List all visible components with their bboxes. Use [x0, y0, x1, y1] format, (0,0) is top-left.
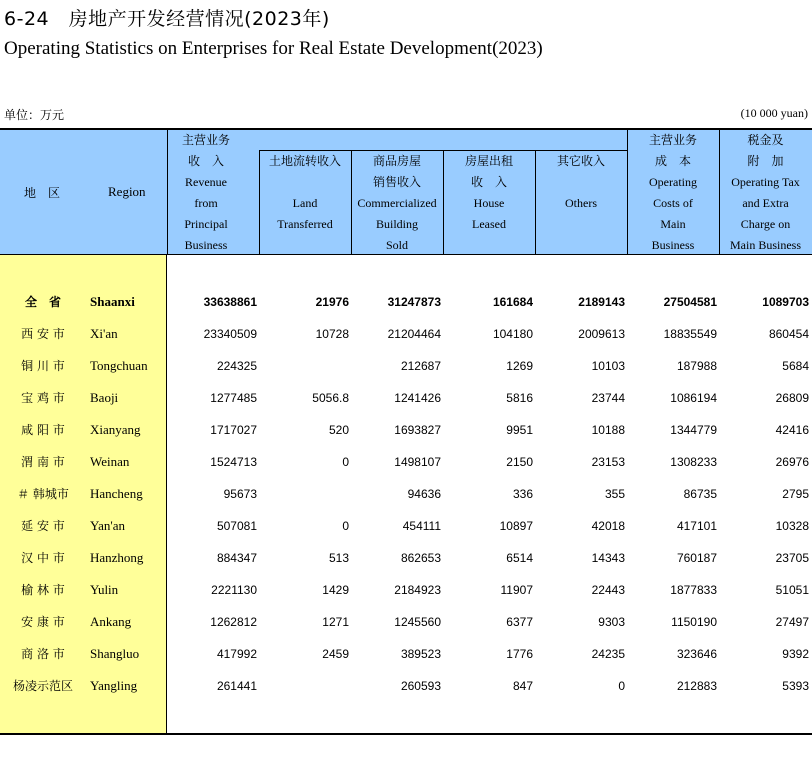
- header-divider: [259, 150, 260, 255]
- cell-costs: 1308233: [670, 455, 717, 469]
- page-title-english: Operating Statistics on Enterprises for Real Estate Development(2023): [4, 38, 543, 59]
- region-cn: 商 洛 市: [21, 647, 65, 661]
- region-en: Yangling: [90, 678, 138, 693]
- table-row: [0, 484, 812, 504]
- page-title-chinese: 6-24 房地产开发经营情况(2023年): [4, 8, 330, 30]
- header-subgroup-rule: [259, 150, 627, 151]
- cell-costs: 187988: [676, 359, 717, 373]
- cell-others: 23153: [591, 455, 625, 469]
- cell-house: 336: [512, 487, 533, 501]
- cell-tax: 42416: [775, 423, 809, 437]
- cell-land: 0: [342, 455, 349, 469]
- header-costs-line1: 主营业务: [648, 133, 697, 147]
- cell-costs: 1150190: [671, 615, 717, 629]
- header-commercial-line1: 商品房屋: [372, 154, 421, 168]
- header-revenue-line3: Revenue: [185, 175, 227, 189]
- unit-label-chinese: 单位：万元: [4, 108, 65, 122]
- region-cn: 延 安 市: [21, 519, 65, 533]
- cell-others: 14343: [591, 551, 625, 565]
- table-row: [0, 548, 812, 568]
- header-others-line1: 其它收入: [556, 154, 605, 168]
- cell-costs: 212883: [676, 679, 717, 693]
- region-cn: 榆 林 市: [21, 583, 65, 597]
- cell-commercial: 21204464: [387, 327, 441, 341]
- header-revenue-line5: Principal: [184, 217, 228, 231]
- cell-land: 21976: [315, 295, 349, 309]
- table-row-total: [0, 292, 812, 312]
- header-commercial-line2: 销售收入: [372, 175, 421, 189]
- region-cn: 杨凌示范区: [12, 679, 73, 693]
- header-divider: [443, 150, 444, 255]
- table-row: [0, 452, 812, 472]
- cell-costs: 86735: [683, 487, 717, 501]
- header-land-line1: 土地流转收入: [268, 154, 341, 168]
- cell-costs: 1086194: [670, 391, 717, 405]
- cell-revenue: 1717027: [210, 423, 257, 437]
- cell-tax: 10328: [775, 519, 809, 533]
- cell-revenue: 417992: [216, 647, 257, 661]
- cell-house: 1776: [506, 647, 533, 661]
- header-costs-line3: Operating: [649, 175, 697, 189]
- header-revenue-line6: Business: [184, 238, 228, 252]
- header-tax-line2: 附 加: [747, 154, 784, 168]
- cell-tax: 5684: [782, 359, 809, 373]
- cell-tax: 26809: [775, 391, 809, 405]
- table-bottom-rule: [0, 733, 812, 735]
- cell-revenue: 33638861: [203, 295, 257, 309]
- header-house-line1: 房屋出租: [464, 154, 513, 168]
- region-en: Weinan: [90, 454, 130, 469]
- cell-revenue: 2221130: [211, 583, 257, 597]
- cell-land: 1429: [322, 583, 349, 597]
- table-row: [0, 580, 812, 600]
- cell-commercial: 1498107: [394, 455, 441, 469]
- header-region-en: Region: [108, 184, 146, 199]
- region-cn: ＃ 韩城市: [17, 487, 69, 501]
- cell-others: 10188: [591, 423, 625, 437]
- header-costs: [627, 130, 719, 255]
- region-cn: 渭 南 市: [21, 455, 65, 469]
- region-cn: 全 省: [24, 295, 61, 309]
- header-tax: [719, 130, 812, 255]
- cell-revenue: 261441: [216, 679, 257, 693]
- cell-others: 9303: [598, 615, 625, 629]
- cell-revenue: 1262812: [210, 615, 257, 629]
- table-row: [0, 356, 812, 376]
- cell-house: 104180: [492, 327, 533, 341]
- cell-costs: 27504581: [663, 295, 717, 309]
- cell-house: 9951: [506, 423, 533, 437]
- cell-house: 847: [512, 679, 533, 693]
- header-costs-line4: Costs of: [653, 196, 693, 210]
- cell-house: 5816: [506, 391, 533, 405]
- cell-revenue: 95673: [223, 487, 257, 501]
- table-row: [0, 644, 812, 664]
- cell-tax: 51051: [775, 583, 809, 597]
- cell-tax: 860454: [768, 327, 809, 341]
- region-en: Xi'an: [90, 326, 118, 341]
- cell-others: 42018: [591, 519, 625, 533]
- cell-land: 1271: [322, 615, 349, 629]
- header-house-line3: House: [473, 196, 505, 210]
- header-divider: [719, 128, 720, 255]
- header-house-line4: Leased: [472, 217, 506, 231]
- region-en: Yulin: [90, 582, 119, 597]
- cell-others: 10103: [591, 359, 625, 373]
- header-divider: [167, 128, 168, 255]
- cell-commercial: 212687: [400, 359, 441, 373]
- header-commercial-line5: Sold: [385, 238, 408, 252]
- cell-land: 5056.8: [312, 391, 349, 405]
- cell-others: 22443: [591, 583, 625, 597]
- header-costs-line5: Main: [660, 217, 686, 231]
- header-tax-line3: Operating Tax: [731, 175, 800, 189]
- header-costs-line6: Business: [651, 238, 695, 252]
- cell-others: 24235: [591, 647, 625, 661]
- header-land: [259, 130, 351, 255]
- header-house-line2: 收 入: [470, 175, 507, 189]
- header-house: [443, 130, 535, 255]
- cell-costs: 1877833: [670, 583, 717, 597]
- header-tax-line5: Charge on: [740, 217, 791, 231]
- header-region-cn: 地 区: [24, 186, 61, 200]
- cell-land: 0: [342, 519, 349, 533]
- header-commercial-line4: Building: [375, 217, 418, 231]
- cell-others: 23744: [591, 391, 625, 405]
- region-en: Yan'an: [90, 518, 125, 533]
- cell-commercial: 2184923: [394, 583, 441, 597]
- header-land-line3: Land: [292, 196, 318, 210]
- cell-commercial: 1693827: [394, 423, 441, 437]
- header-costs-line2: 成 本: [654, 154, 691, 168]
- cell-tax: 27497: [775, 615, 809, 629]
- cell-revenue: 1277485: [210, 391, 257, 405]
- table-row: [0, 324, 812, 344]
- region-en: Baoji: [90, 390, 119, 405]
- region-en: Hancheng: [90, 486, 143, 501]
- cell-costs: 760187: [676, 551, 717, 565]
- region-en: Ankang: [90, 614, 132, 629]
- header-others-line3: Others: [565, 196, 597, 210]
- cell-land: 2459: [322, 647, 349, 661]
- cell-tax: 26976: [775, 455, 809, 469]
- header-revenue: [167, 130, 259, 255]
- cell-house: 161684: [492, 295, 533, 309]
- cell-commercial: 1241426: [394, 391, 441, 405]
- header-commercial: [351, 130, 443, 255]
- cell-land: 10728: [315, 327, 349, 341]
- cell-tax: 1089703: [762, 295, 809, 309]
- table-row: [0, 516, 812, 536]
- cell-tax: 23705: [775, 551, 809, 565]
- cell-commercial: 862653: [400, 551, 441, 565]
- region-cn: 咸 阳 市: [21, 423, 65, 437]
- table-row: [0, 388, 812, 408]
- region-en: Tongchuan: [90, 358, 148, 373]
- cell-revenue: 1524713: [210, 455, 257, 469]
- header-others: [535, 130, 627, 255]
- region-en: Hanzhong: [90, 550, 144, 565]
- cell-tax: 5393: [782, 679, 809, 693]
- cell-others: 355: [604, 487, 625, 501]
- header-commercial-line3: Commercialized: [357, 196, 437, 210]
- region-cn: 西 安 市: [21, 327, 65, 341]
- cell-costs: 1344779: [670, 423, 717, 437]
- unit-label-english: (10 000 yuan): [740, 106, 808, 120]
- cell-land: 513: [328, 551, 349, 565]
- table-row: [0, 676, 812, 696]
- cell-others: 0: [618, 679, 625, 693]
- cell-house: 6377: [506, 615, 533, 629]
- cell-tax: 9392: [782, 647, 809, 661]
- cell-tax: 2795: [782, 487, 809, 501]
- region-en: Shangluo: [90, 646, 140, 661]
- region-cn: 铜 川 市: [21, 359, 65, 373]
- header-divider: [627, 128, 628, 255]
- header-divider: [351, 150, 352, 255]
- cell-commercial: 1245560: [394, 615, 441, 629]
- header-tax-line6: Main Business: [729, 238, 801, 252]
- header-tax-line4: and Extra: [742, 196, 789, 210]
- cell-others: 2189143: [578, 295, 625, 309]
- region-cn: 宝 鸡 市: [21, 391, 65, 405]
- cell-commercial: 31247873: [387, 295, 441, 309]
- region-cn: 安 康 市: [21, 615, 65, 629]
- cell-revenue: 884347: [216, 551, 257, 565]
- cell-commercial: 454111: [402, 519, 441, 533]
- cell-commercial: 260593: [400, 679, 441, 693]
- region-en: Xianyang: [90, 422, 141, 437]
- cell-costs: 417101: [676, 519, 717, 533]
- header-revenue-line2: 收 入: [187, 154, 224, 168]
- cell-house: 10897: [499, 519, 533, 533]
- cell-revenue: 224325: [216, 359, 257, 373]
- header-land-line4: Transferred: [277, 217, 333, 231]
- cell-land: 520: [328, 423, 349, 437]
- cell-revenue: 23340509: [203, 327, 257, 341]
- header-revenue-line1: 主营业务: [181, 133, 230, 147]
- cell-house: 2150: [506, 455, 533, 469]
- cell-house: 1269: [506, 359, 533, 373]
- cell-costs: 323646: [676, 647, 717, 661]
- cell-house: 6514: [506, 551, 533, 565]
- header-region: [0, 130, 167, 255]
- table-header: [0, 128, 812, 255]
- cell-house: 11907: [500, 583, 533, 597]
- cell-commercial: 94636: [407, 487, 441, 501]
- header-divider: [535, 150, 536, 255]
- region-en: Shaanxi: [90, 294, 135, 309]
- table-row: [0, 612, 812, 632]
- header-revenue-line4: from: [194, 196, 218, 210]
- region-cn: 汉 中 市: [21, 551, 65, 565]
- cell-costs: 18835549: [663, 327, 717, 341]
- table-row: [0, 420, 812, 440]
- header-tax-line1: 税金及: [747, 133, 784, 147]
- cell-revenue: 507081: [216, 519, 257, 533]
- cell-commercial: 389523: [400, 647, 441, 661]
- cell-others: 2009613: [578, 327, 625, 341]
